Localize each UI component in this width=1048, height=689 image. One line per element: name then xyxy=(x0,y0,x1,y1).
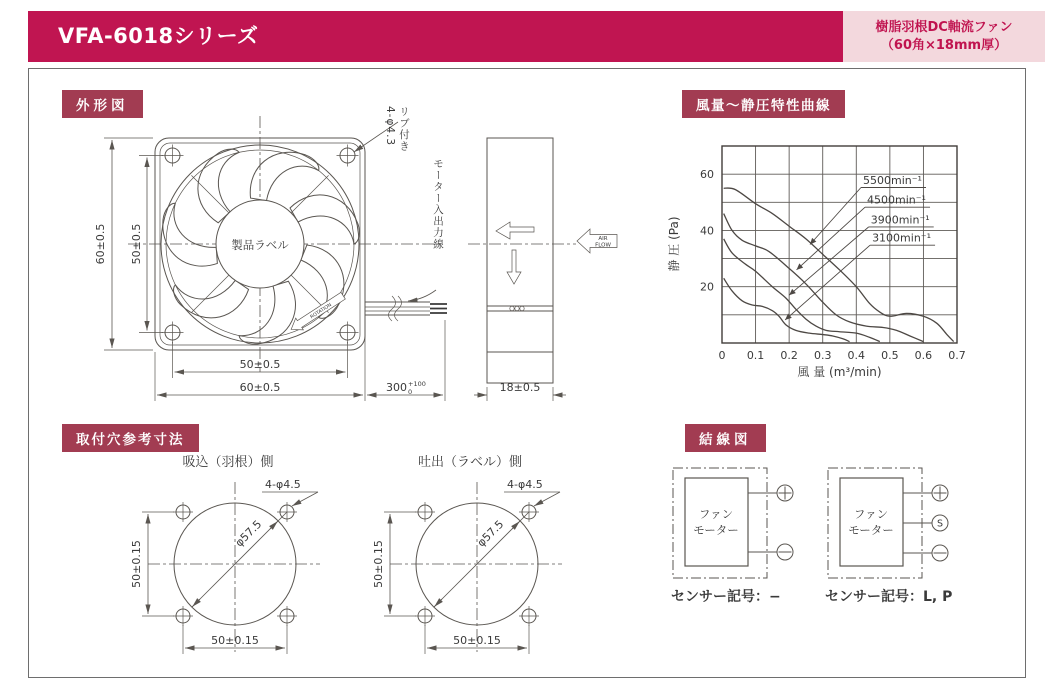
outlet-dim-v: 50±0.15 xyxy=(372,540,385,588)
x-tick-label: 0.7 xyxy=(948,349,966,362)
curve-label: 4500min⁻¹ xyxy=(867,193,926,207)
dim-wire-length: 300 xyxy=(386,381,407,394)
product-type-line2: （60角×18mm厚） xyxy=(880,37,1008,53)
air-flow-icon xyxy=(577,229,617,253)
plus-terminal-icon xyxy=(748,485,793,501)
wire-break-symbol xyxy=(389,296,396,321)
lead-wire xyxy=(365,296,447,321)
rotation-label: ROTATION xyxy=(309,302,333,321)
mounting-diagram-outlet xyxy=(312,448,602,673)
dim-width-inner: 50±0.5 xyxy=(239,358,281,371)
motor-label-line1: ファン xyxy=(698,507,734,521)
svg-text:S: S xyxy=(936,518,944,530)
y-tick-label: 20 xyxy=(700,280,714,294)
dim-thickness: 18±0.5 xyxy=(499,381,541,394)
wiring-diagrams xyxy=(665,460,1010,610)
rotation-direction-arrow-icon xyxy=(496,222,534,239)
curve-label: 3100min⁻¹ xyxy=(872,231,932,245)
rib-note-line1: リブ付き xyxy=(398,106,410,152)
rib-note xyxy=(383,106,411,181)
dim-width-outer: 60±0.5 xyxy=(239,381,281,394)
motor-label-line1: ファン xyxy=(853,507,889,521)
minus-terminal-icon xyxy=(748,544,793,560)
section-label-wiring: 結線図 xyxy=(685,424,766,452)
chart-y-axis-label: 静 圧 (Pa) xyxy=(667,216,681,272)
outline-drawing xyxy=(40,100,620,420)
pq-curve-chart xyxy=(660,128,990,396)
dim-height-outer: 60±0.5 xyxy=(94,223,107,265)
intake-title: 吸込（羽根）側 xyxy=(182,455,274,470)
x-tick-label: 0.6 xyxy=(914,349,933,362)
x-tick-label: 0.3 xyxy=(813,349,832,362)
x-tick-label: 0.1 xyxy=(746,349,765,362)
curve-label: 3900min⁻¹ xyxy=(870,213,930,227)
air-flow-text1: AIR xyxy=(598,236,608,242)
header-bar xyxy=(28,11,843,62)
page-title: VFA-6018シリーズ xyxy=(58,24,259,48)
x-tick-label: 0.2 xyxy=(780,349,798,362)
x-tick-label: 0 xyxy=(718,349,726,362)
wiring-caption-sensor: センサー記号：L, P xyxy=(825,589,953,605)
outlet-title: 吐出（ラベル）側 xyxy=(417,455,523,470)
y-tick-label: 60 xyxy=(700,168,714,182)
fan-side-view xyxy=(468,138,576,383)
product-label-text: 製品ラベル xyxy=(231,238,289,252)
plus-terminal-icon xyxy=(903,485,948,501)
section-label-curve: 風量〜静圧特性曲線 xyxy=(682,90,845,118)
y-tick-label: 40 xyxy=(700,224,714,238)
rotation-arrow-icon xyxy=(287,290,347,336)
curve-label: 5500min⁻¹ xyxy=(863,173,922,187)
motor-label-line2: モーター xyxy=(693,523,739,537)
section-label-outline: 外形図 xyxy=(62,90,143,118)
curve-label-leader xyxy=(785,245,870,320)
curve-label-leader xyxy=(789,227,869,295)
curve-5500 xyxy=(724,188,954,342)
chart-plot-area xyxy=(700,146,966,362)
wiring-sensor xyxy=(828,468,948,578)
x-tick-label: 0.4 xyxy=(847,349,866,362)
intake-diameter: φ57.5 xyxy=(232,517,265,550)
sensor-terminal-icon xyxy=(903,515,948,531)
intake-hole-note: 4-φ4.5 xyxy=(265,478,301,491)
motor-label-line2: モーター xyxy=(848,523,894,537)
intake-dim-v: 50±0.15 xyxy=(130,540,143,588)
air-flow-text2: FLOW xyxy=(595,242,611,249)
product-type-tag xyxy=(843,11,1045,62)
outlet-diameter: φ57.5 xyxy=(474,517,507,550)
airflow-direction-arrow-icon xyxy=(507,250,521,284)
minus-terminal-icon xyxy=(903,545,948,561)
wiring-caption-basic: センサー記号：− xyxy=(671,589,781,605)
motor-wire-note: モーター入出力線 xyxy=(432,158,444,250)
product-type-line1: 樹脂羽根DC軸流ファン xyxy=(875,19,1013,35)
chart-x-axis-label: 風 量 (m³/min) xyxy=(797,365,882,379)
outlet-hole-note: 4-φ4.5 xyxy=(507,478,543,491)
dim-height-inner: 50±0.5 xyxy=(130,223,143,265)
curve-label-leader xyxy=(810,187,861,244)
wiring-basic xyxy=(673,468,793,578)
intake-dim-h: 50±0.15 xyxy=(211,634,259,647)
rib-note-line2: 4-φ4.3 xyxy=(384,106,396,147)
section-label-mounting: 取付穴参考寸法 xyxy=(62,424,199,452)
dim-wire-tol-dn: 0 xyxy=(408,388,413,396)
dim-wire-tol-up: +100 xyxy=(408,380,426,388)
x-tick-label: 0.5 xyxy=(881,349,899,362)
outlet-dim-h: 50±0.15 xyxy=(453,634,501,647)
